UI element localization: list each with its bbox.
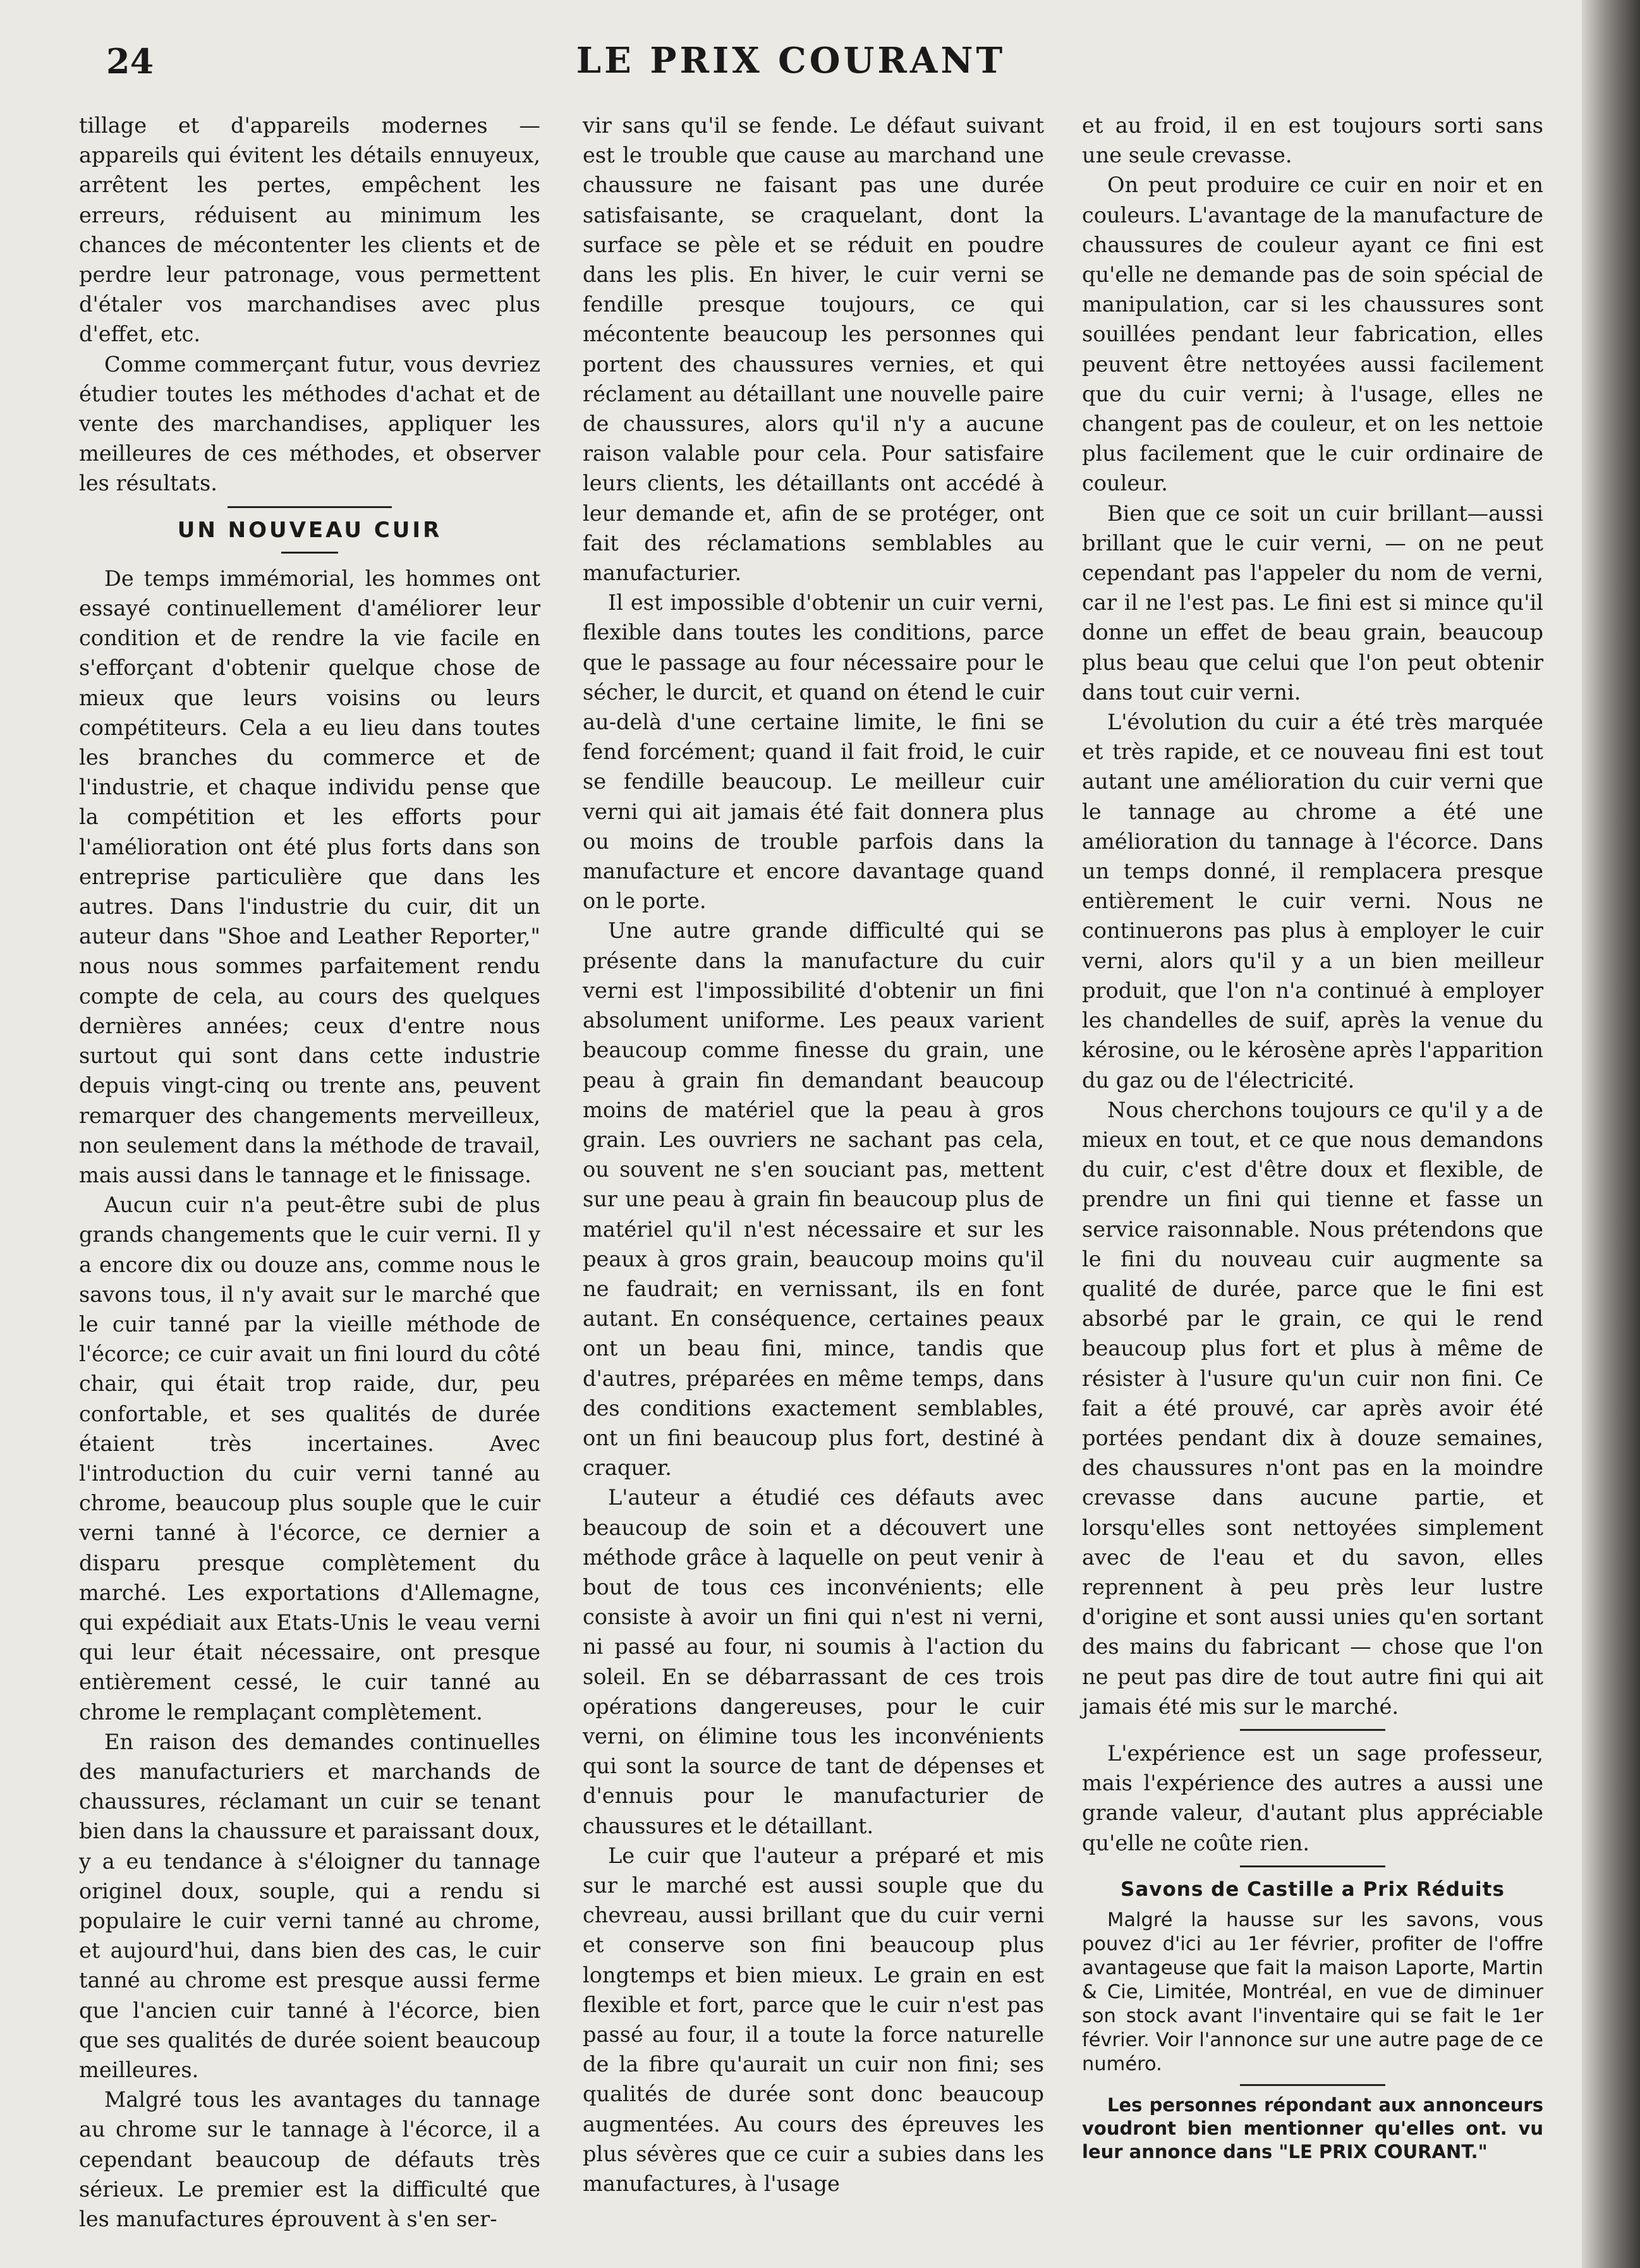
paragraph: et au froid, il en est toujours sorti sans une seule crevasse. [1082,113,1543,168]
soap-paragraph: Malgré la hausse sur les savons, vous pouvez d'ici au 1er février, profiter de l'offre avantageuse que fait la maison Laporte, Martin & Cie, Limitée, Montréal, en vue de diminuer son stock avant l'inventaire qui se fait le 1er février. Voir l'annonce sur une autre page de ce numéro. [1082,1908,1543,2075]
paragraph: Aucun cuir n'a peut-être subi de plus grands changements que le cuir verni. Il y a encore dix ou douze ans, comme nous le savons tous, il n'y avait sur le marché que le cuir tanné par la vieille méthode de l'écorce; ce cuir avait un fini lourd du côté chair, qui était trop raide, dur, peu confortable, et ses qualités de durée étaient très incertaines. Avec l'introduction du cuir verni tanné au chrome, beaucoup plus souple que le cuir verni tanné à l'écorce, ce dernier a disparu presque complètement du marché. Les exportations d'Allemagne, qui expédiait aux Etats-Unis le veau verni qui leur était nécessaire, ont presque entièrement cessé, le cuir tanné au chrome le remplaçant complètement. [79,1192,540,1725]
paragraph: tillage et d'appareils modernes — appareils qui évitent les détails ennuyeux, arrêtent les pertes, empêchent les erreurs, réduisent au minimum les chances de mécontenter les clients et de perdre leur patronage, vous permettent d'étaler vos marchandises avec plus d'effet, etc. [79,113,540,347]
page-header [0,35,1640,92]
advertiser-notice: Les personnes répondant aux annonceurs voudront bien mentionner qu'elles ont. vu leur annonce dans "LE PRIX COURANT." [1082,2094,1543,2162]
paragraph: Malgré tous les avantages du tannage au chrome sur le tannage à l'écorce, il a cependant beaucoup de défauts très sérieux. Le premier est la difficulté que les manufactures éprouvent à s'en ser- [79,2087,540,2232]
paragraph: Une autre grande difficulté qui se présente dans la manufacture du cuir verni est l'impossibilité d'obtenir un fini absolument uniforme. Les peaux varient beaucoup comme finesse du grain, une peau à grain fin demandant beaucoup moins de matériel que la peau à gros grain. Les ouvriers ne sachant pas cela, ou souvent ne s'en souciant pas, mettent sur une peau à grain fin beaucoup plus de matériel qu'il n'est nécessaire et sur les peaux à gros grain, beaucoup moins qu'il ne faudrait; en vernissant, ils en font autant. En conséquence, certaines peaux ont un beau fini, mince, tandis que d'autres, préparées en même temps, dans des conditions exactement semblables, ont un fini beaucoup plus fort, destiné à craquer. [583,918,1044,1481]
column-middle [583,111,1044,2198]
paragraph: Il est impossible d'obtenir un cuir verni, flexible dans toutes les conditions, parce que le passage au four nécessaire pour le sécher, le durcit, et quand on étend le cuir au-delà d'une certaine limite, le fini se fend forcément; quand il fait froid, le cuir se fendille beaucoup. Le meilleur cuir verni qui ait jamais été fait donnera plus ou moins de trouble parfois dans la manufacture et encore davantage quand on le porte. [583,590,1044,914]
page-number: 24 [106,41,154,82]
paragraph: Le cuir que l'auteur a préparé et mis sur le marché est aussi souple que du chevreau, aussi brillant que du cuir verni et conserve son fini beaucoup plus longtemps et bien mieux. Le grain en est flexible et fort, parce que le cuir n'est pas passé au four, il a toute la force naturelle de la fibre qu'aurait un cuir non fini; ses qualités de durée sont donc beaucoup augmentées. Au cours des épreuves les plus sévères que ce cuir a subies dans les manufactures, à l'usage [583,1843,1044,2197]
divider [281,552,338,554]
divider [1240,1729,1385,1731]
paragraph: En raison des demandes continuelles des manufacturiers et marchands de chaussures, réclamant un cuir se tenant bien dans la chaussure et paraissant doux, y a eu tendance à s'éloigner du tannage originel doux, souple, qui a rendu si populaire le cuir verni tanné au chrome, et aujourd'hui, dans bien des cas, le cuir tanné au chrome est presque aussi ferme que l'ancien cuir tanné à l'écorce, bien que ses qualités de durée soient beaucoup meilleures. [79,1729,540,2082]
paragraph: On peut produire ce cuir en noir et en couleurs. L'avantage de la manufacture de chaussures de couleur ayant ce fini est qu'elle ne demande pas de soin spécial de manipulation, car si les chaussures sont souillées pendant leur fabrication, elles peuvent être nettoyées aussi facilement que du cuir verni; à l'usage, elles ne changent pas de couleur, et on les nettoie plus facilement que le cuir ordinaire de couleur. [1082,173,1543,496]
paragraph: L'évolution du cuir a été très marquée et très rapide, et ce nouveau fini est tout autant une amélioration du cuir verni que le tannage au chrome a été une amélioration du tannage à l'écorce. Dans un temps donné, il remplacera presque entièrement le cuir verni. Nous ne continuerons pas plus à employer le cuir verni, alors qu'il y a un bien meilleur produit, que l'on n'a continué à employer les chandelles de suif, après la venue du kérosine, ou le kérosène après l'apparition du gaz ou de l'électricité. [1082,710,1543,1093]
paragraph: vir sans qu'il se fende. Le défaut suivant est le trouble que cause au marchand une chaussure ne faisant pas une durée satisfaisante, se craquelant, dont la surface se pèle et se réduit en poudre dans les plis. En hiver, le cuir verni se fendille presque toujours, ce qui mécontente beaucoup les personnes qui portent des chaussures vernies, et qui réclament au détaillant une nouvelle paire de chaussures, alors qu'il n'y a aucune raison valable pour cela. Pour satisfaire leurs clients, les détaillants ont accédé à leur demande et, afin de se protéger, ont fait des réclamations semblables au manufacturier. [583,113,1044,586]
divider [1240,1865,1385,1867]
paragraph: L'auteur a étudié ces défauts avec beaucoup de soin et a découvert une méthode grâce à laquelle on peut venir à bout de tous ces inconvénients; elle consiste à avoir un fini qui n'est ni verni, ni passé au four, ni soumis à l'action du soleil. En se débarrassant de ces trois opérations dangereuses, pour le cuir verni, on élimine tous les inconvénients qui sont la source de tant de dépenses et d'ennuis pour le manufacturier de chaussures et le détaillant. [583,1485,1044,1838]
paragraph: L'expérience est un sage professeur, mais l'expérience des autres a aussi une grande valeur, d'autant plus appréciable qu'elle ne coûte rien. [1082,1740,1543,1855]
paragraph: Nous cherchons toujours ce qu'il y a de mieux en tout, et ce que nous demandons du cuir, c'est d'être doux et flexible, de prendre un fini qui tienne et fasse un service raisonnable. Nous prétendons que le fini du nouveau cuir augmente sa qualité de durée, parce que le fini est absorbé par le grain, ce qui le rend beaucoup plus fort et plus à même de résister à l'usure qu'un cuir non fini. Ce fait a été prouvé, car après avoir été portées pendant dix à douze semaines, des chaussures n'ont pas en la moindre crevasse dans aucune partie, et lorsqu'elles sont nettoyées simplement avec de l'eau et du savon, elles reprennent à peu près leur lustre d'origine et sont aussi unies qu'en sortant des mains du fabricant — chose que l'on ne peut pas dire de tout autre fini qui ait jamais été mis sur le marché. [1082,1097,1543,1719]
divider [228,506,392,508]
paragraph: Comme commerçant futur, vous devriez étudier toutes les méthodes d'achat et de vente des marchandises, appliquer les meilleures de ces méthodes, et observer les résultats. [79,351,540,496]
article-heading: UN NOUVEAU CUIR [177,517,442,543]
paragraph: De temps immémorial, les hommes ont essayé continuellement d'améliorer leur condition et de rendre la vie facile en s'efforçant d'obtenir quelque chose de mieux que leurs voisins ou leurs compétiteurs. Cela a eu lieu dans toutes les branches du commerce et de l'industrie, et chaque individu pense que la compétition et les efforts pour l'amélioration ont été plus forts dans son entreprise particulière que dans les autres. Dans l'industrie du cuir, dit un auteur dans "Shoe and Leather Reporter," nous nous sommes parfaitement rendu compte de cela, au cours des quelques dernières années; ceux d'entre nous surtout qui sont dans cette industrie depuis vingt-cinq ou trente ans, peuvent remarquer des changements merveilleux, non seulement dans la méthode de travail, mais aussi dans le tannage et le finissage. [79,566,540,1187]
column-left [79,111,540,2234]
page-binding-shadow [1582,0,1640,2268]
soap-heading: Savons de Castille a Prix Réduits [1121,1877,1505,1901]
divider [1240,2084,1385,2086]
paragraph: Bien que ce soit un cuir brillant—aussi brillant que le cuir verni, — on ne peut cependant pas l'appeler du nom de verni, car il ne l'est pas. Le fini est si mince qu'il donne un effet de beau grain, beaucoup plus beau que celui que l'on peut obtenir dans tout cuir verni. [1082,500,1543,705]
journal-title: LE PRIX COURANT [576,40,1006,82]
column-right [1082,111,1543,2164]
